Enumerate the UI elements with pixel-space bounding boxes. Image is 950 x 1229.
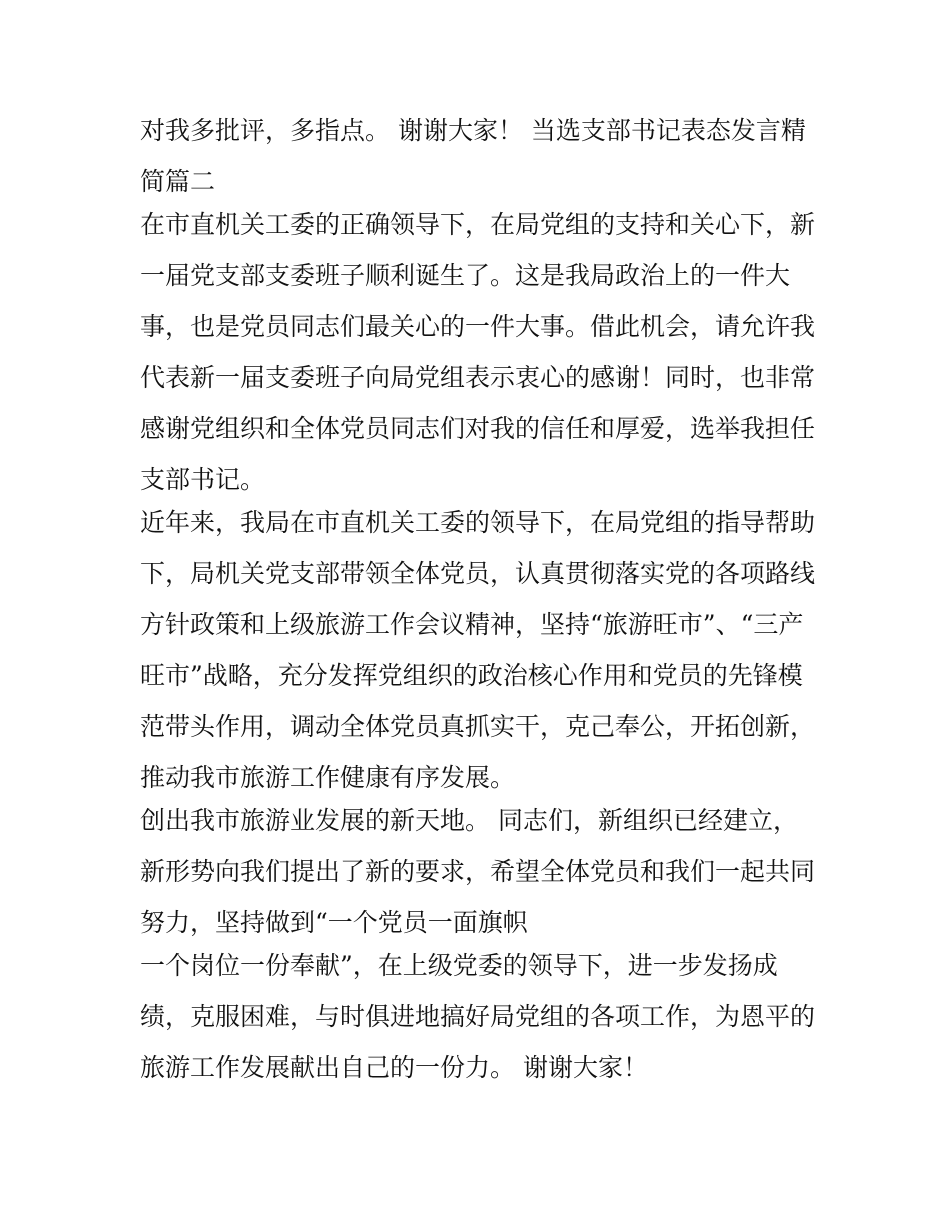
text-line: 创出我市旅游业发展的新天地。 同志们，新组织已经建立， <box>140 806 798 835</box>
speech-text <box>140 108 820 1096</box>
text-line: 新形势向我们提出了新的要求，希望全体党员和我们一起共同 <box>140 857 816 886</box>
text-line: 推动我市旅游工作健康有序发展。 <box>140 763 516 792</box>
text-line: 绩，克服困难，与时俱进地搞好局党组的各项工作，为恩平的 <box>140 1002 816 1031</box>
text-line: 一届党支部支委班子顺利诞生了。这是我局政治上的一件大 <box>140 261 791 290</box>
text-line: 方针政策和上级旅游工作会议精神，坚持“旅游旺市”、“三产 <box>140 610 804 639</box>
text-line: 旺市”战略，充分发挥党组织的政治核心作用和党员的先锋模 <box>140 661 803 690</box>
text-line: 范带头作用，调动全体党员真抓实干，克己奉公，开拓创新， <box>140 712 816 741</box>
text-line: 一个岗位一份奉献”，在上级党委的领导下，进一步发扬成 <box>140 951 778 980</box>
text-line: 感谢党组织和全体党员同志们对我的信任和厚爱，选举我担任 <box>140 414 816 443</box>
text-line: 努力，坚持做到“一个党员一面旗帜 <box>140 908 528 937</box>
text-line: 在市直机关工委的正确领导下，在局党组的支持和关心下，新 <box>140 210 816 239</box>
text-line: 旅游工作发展献出自己的一份力。 谢谢大家！ <box>140 1053 648 1082</box>
text-line: 下，局机关党支部带领全体党员，认真贯彻落实党的各项路线 <box>140 559 816 588</box>
text-line: 简篇二 <box>140 167 216 196</box>
text-line: 事，也是党员同志们最关心的一件大事。借此机会，请允许我 <box>140 312 816 341</box>
text-line: 代表新一届支委班子向局党组表示衷心的感谢！同时，也非常 <box>140 363 816 392</box>
text-line: 对我多批评，多指点。 谢谢大家！ 当选支部书记表态发言精 <box>140 116 806 145</box>
text-line: 支部书记。 <box>140 465 266 494</box>
text-line: 近年来，我局在市直机关工委的领导下，在局党组的指导帮助 <box>140 508 816 537</box>
